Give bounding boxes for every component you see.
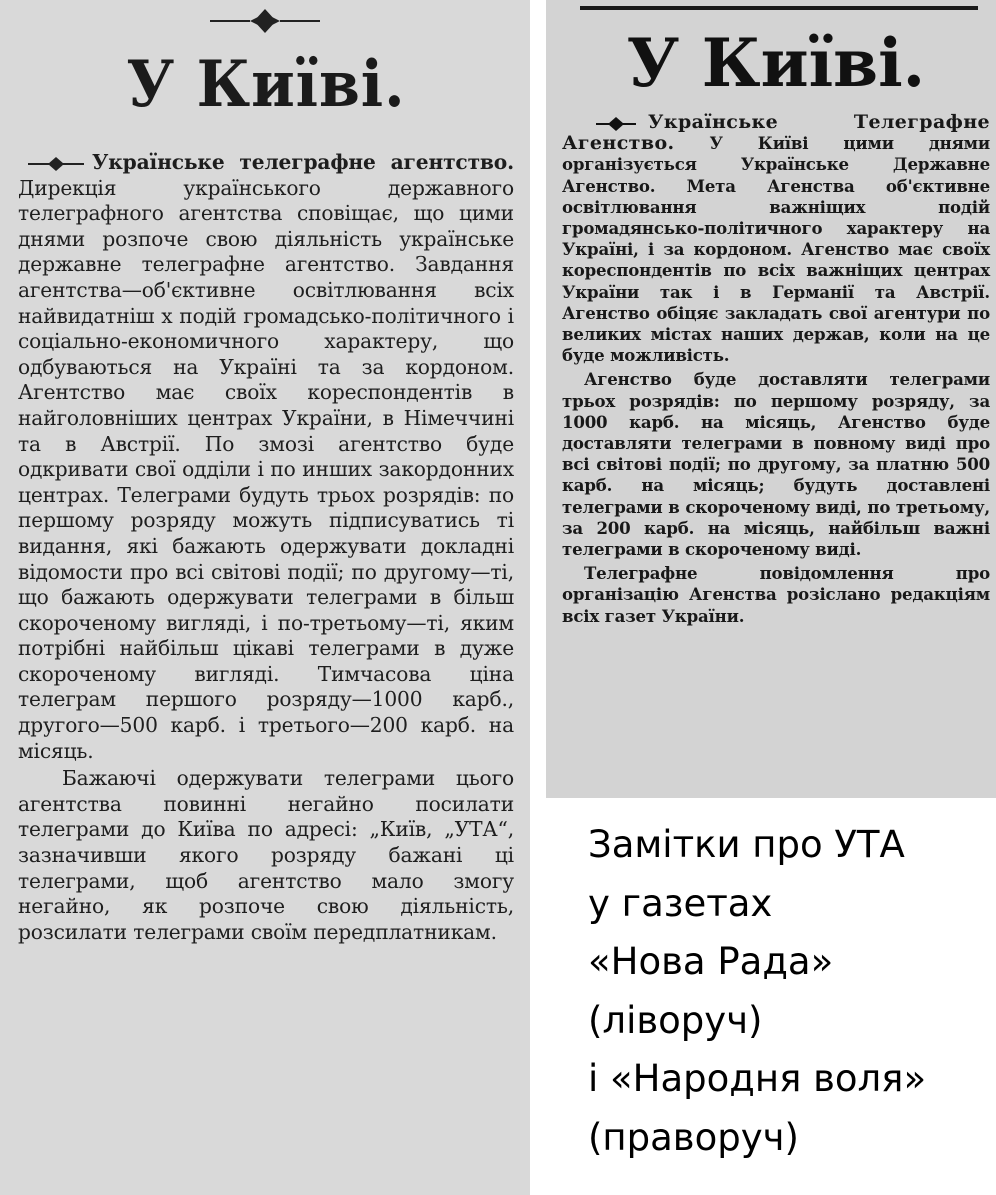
right-paragraph-1-text: У Київі цими днями організується Українське Державне Агенство. Мета Агенства об'єктивне освітлювання важніщих подій громадянсько-політичного характеру на Україні, і за кордоном. Агенство має своїх кореспондентів по всіх важніщих центрах України так і в Германії та Австрії. Агенство обіцяє закладать свої агентури по великих містах наших держав, коли на це буде можливість.	[562, 133, 991, 366]
diamond-bullet-icon	[596, 117, 636, 131]
left-heading: У Київі.	[126, 47, 406, 122]
caption-line-6: (праворуч)	[588, 1115, 799, 1159]
right-article-body	[562, 112, 990, 627]
image-caption	[588, 816, 988, 1167]
right-paragraph-3: Телеграфне повідомлення про організацію Агенства розіслано редакціям всіх газет України.	[562, 563, 990, 626]
left-paragraph-1-text: Дирекція українського державного телеграфного агентства сповіщає, що цими днями розпоче свою діяльність українське державне телеграфне агентство. Завдання агентства—об'єктивне освітлювання всіх найвидатніш х подій громадсько-політичного і соціально-економичного характеру, що одбуваються на Україні та за кордоном. Агентство має своїх кореспондентів в найголовніших центрах України, в Німеччині та в Австрії. По змозі агентство буде одкривати свої одділи і по инших закордонних центрах. Телеграми будуть трьох розрядів: по першому розряду можуть підписуватись ті видання, які бажають одержувати докладні відомости про всі світові події; по другому—ті, що бажають одержувати телеграми в більш скороченому вигляді, і по-третьому—ті, яким потрібні найбільш цікаві телеграми в дуже скороченому вигляді. Тимчасова ціна телеграм першого розряду—1000 карб., другого—500 карб. і третього—200 карб. на місяць.	[18, 175, 514, 763]
diamond-bullet-icon	[28, 156, 84, 172]
right-paragraph-1	[562, 112, 990, 366]
ornament-divider-icon	[210, 8, 320, 34]
right-heading: У Київі.	[626, 24, 926, 102]
left-paragraph-2: Бажаючі одержувати телеграми цього агентства повинні негайно посилати телеграми до Київа по адресі: „Київ, „УТА“, зазначивши якого розряду бажані ці телеграми, щоб агентство мало змогу негайно, як розпоче свою діяльність, розсилати телеграми своїм передплатникам.	[18, 766, 514, 944]
right-lead-title: Українське Телеграфне Агенство.	[562, 111, 990, 155]
right-paragraph-2: Агенство буде доставляти телеграми трьох розрядів: по першому розряду, за 1000 карб. на місяць, Агенство буде доставляти телеграми в повному виді про всі світові події; по другому, за платню 500 карб. на місяць; будуть доставлені телеграми в скороченому виді, по третьому, за 200 карб. на місяць, найбільш важні телеграми в скороченому виді.	[562, 369, 990, 560]
left-lead-title: Українське телеграфне агентство.	[92, 150, 514, 174]
caption-line-3: «Нова Рада»	[588, 940, 834, 983]
left-paragraph-1	[18, 150, 514, 764]
top-rule-divider	[580, 6, 978, 10]
caption-line-2: у газетах	[588, 881, 773, 925]
left-article-body	[18, 150, 514, 945]
caption-line-4: (ліворуч)	[588, 998, 763, 1042]
caption-line-5: і «Народня воля»	[588, 1057, 927, 1100]
right-newspaper-clipping	[546, 0, 996, 798]
caption-line-1: Замітки про УТА	[588, 823, 905, 866]
